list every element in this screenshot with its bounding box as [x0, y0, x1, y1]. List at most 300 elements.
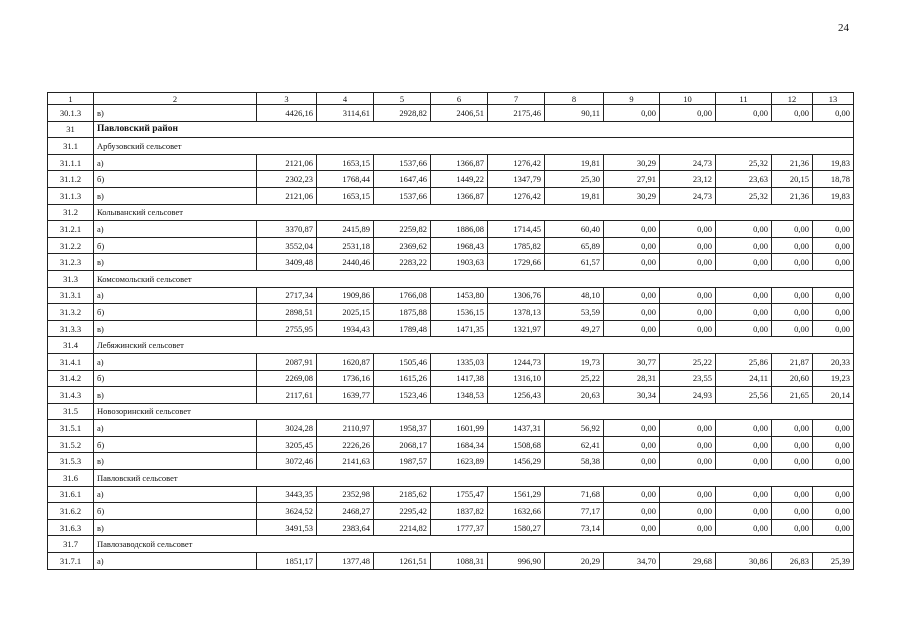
- row-code: 31.5: [48, 403, 94, 420]
- table-row: [48, 436, 854, 453]
- value-cell: 2121,06: [257, 187, 317, 204]
- settlement-name: Лебяжинский сельсовет: [94, 337, 854, 354]
- settlement-name: Павлозаводской сельсовет: [94, 536, 854, 553]
- value-cell: 1449,22: [431, 171, 488, 188]
- table-row: [48, 237, 854, 254]
- value-cell: 2087,91: [257, 353, 317, 370]
- row-code: 31.3: [48, 270, 94, 287]
- value-cell: 29,68: [660, 553, 716, 570]
- tariff-table: [47, 92, 854, 570]
- value-cell: 0,00: [813, 453, 854, 470]
- value-cell: 0,00: [604, 503, 660, 520]
- settlement-row: [48, 536, 854, 553]
- value-cell: 1934,43: [317, 320, 374, 337]
- value-cell: 0,00: [772, 486, 813, 503]
- value-cell: 1378,13: [488, 304, 545, 321]
- value-cell: 0,00: [604, 105, 660, 122]
- settlement-name: Павловский сельсовет: [94, 470, 854, 487]
- value-cell: 24,73: [660, 187, 716, 204]
- value-cell: 1276,42: [488, 187, 545, 204]
- value-cell: 1620,87: [317, 353, 374, 370]
- value-cell: 1851,17: [257, 553, 317, 570]
- value-cell: 3205,45: [257, 436, 317, 453]
- row-variant: а): [94, 553, 257, 570]
- column-number: 4: [317, 93, 374, 105]
- value-cell: 1714,45: [488, 221, 545, 238]
- settlement-row: [48, 138, 854, 155]
- value-cell: 2214,82: [374, 519, 431, 536]
- column-number: 10: [660, 93, 716, 105]
- value-cell: 0,00: [716, 254, 772, 271]
- row-code: 31: [48, 121, 94, 138]
- table-row: [48, 486, 854, 503]
- value-cell: 2110,97: [317, 420, 374, 437]
- settlement-name: Комсомольский сельсовет: [94, 270, 854, 287]
- value-cell: 2406,51: [431, 105, 488, 122]
- value-cell: 1505,46: [374, 353, 431, 370]
- row-variant: а): [94, 420, 257, 437]
- value-cell: 25,32: [716, 187, 772, 204]
- value-cell: 1615,26: [374, 370, 431, 387]
- row-code: 31.4.3: [48, 387, 94, 404]
- value-cell: 0,00: [604, 254, 660, 271]
- value-cell: 1316,10: [488, 370, 545, 387]
- value-cell: 2185,62: [374, 486, 431, 503]
- column-number: 2: [94, 93, 257, 105]
- value-cell: 0,00: [716, 221, 772, 238]
- table-row: [48, 370, 854, 387]
- value-cell: 1377,48: [317, 553, 374, 570]
- value-cell: 2755,95: [257, 320, 317, 337]
- value-cell: 0,00: [772, 436, 813, 453]
- value-cell: 19,83: [813, 187, 854, 204]
- value-cell: 20,33: [813, 353, 854, 370]
- value-cell: 1088,31: [431, 553, 488, 570]
- value-cell: 0,00: [813, 105, 854, 122]
- value-cell: 18,78: [813, 171, 854, 188]
- value-cell: 25,32: [716, 154, 772, 171]
- row-variant: б): [94, 237, 257, 254]
- value-cell: 0,00: [716, 287, 772, 304]
- value-cell: 62,41: [545, 436, 604, 453]
- value-cell: 30,77: [604, 353, 660, 370]
- value-cell: 1886,08: [431, 221, 488, 238]
- value-cell: 1366,87: [431, 187, 488, 204]
- value-cell: 0,00: [604, 420, 660, 437]
- value-cell: 2468,27: [317, 503, 374, 520]
- value-cell: 1875,88: [374, 304, 431, 321]
- value-cell: 2415,89: [317, 221, 374, 238]
- value-cell: 2898,51: [257, 304, 317, 321]
- value-cell: 1437,31: [488, 420, 545, 437]
- value-cell: 20,29: [545, 553, 604, 570]
- value-cell: 1987,57: [374, 453, 431, 470]
- value-cell: 53,59: [545, 304, 604, 321]
- row-code: 31.5.1: [48, 420, 94, 437]
- value-cell: 56,92: [545, 420, 604, 437]
- value-cell: 3024,28: [257, 420, 317, 437]
- value-cell: 20,15: [772, 171, 813, 188]
- value-cell: 0,00: [813, 519, 854, 536]
- settlement-name: Арбузовский сельсовет: [94, 138, 854, 155]
- value-cell: 1837,82: [431, 503, 488, 520]
- row-variant: а): [94, 287, 257, 304]
- value-cell: 0,00: [660, 320, 716, 337]
- value-cell: 2121,06: [257, 154, 317, 171]
- value-cell: 23,63: [716, 171, 772, 188]
- value-cell: 1909,86: [317, 287, 374, 304]
- value-cell: 3552,04: [257, 237, 317, 254]
- value-cell: 1639,77: [317, 387, 374, 404]
- value-cell: 0,00: [813, 486, 854, 503]
- value-cell: 2928,82: [374, 105, 431, 122]
- value-cell: 0,00: [716, 519, 772, 536]
- value-cell: 3072,46: [257, 453, 317, 470]
- row-variant: б): [94, 436, 257, 453]
- row-variant: в): [94, 519, 257, 536]
- value-cell: 1766,08: [374, 287, 431, 304]
- value-cell: 1968,43: [431, 237, 488, 254]
- value-cell: 1276,42: [488, 154, 545, 171]
- value-cell: 2440,46: [317, 254, 374, 271]
- value-cell: 34,70: [604, 553, 660, 570]
- value-cell: 21,65: [772, 387, 813, 404]
- value-cell: 3491,53: [257, 519, 317, 536]
- row-code: 31.7: [48, 536, 94, 553]
- row-code: 31.5.2: [48, 436, 94, 453]
- value-cell: 0,00: [772, 254, 813, 271]
- table-row: [48, 453, 854, 470]
- value-cell: 21,36: [772, 187, 813, 204]
- page-number: 24: [838, 22, 849, 34]
- value-cell: 2226,26: [317, 436, 374, 453]
- value-cell: 1768,44: [317, 171, 374, 188]
- value-cell: 0,00: [716, 436, 772, 453]
- value-cell: 1632,66: [488, 503, 545, 520]
- row-variant: б): [94, 370, 257, 387]
- column-number: 8: [545, 93, 604, 105]
- value-cell: 1536,15: [431, 304, 488, 321]
- row-code: 31.1.3: [48, 187, 94, 204]
- row-code: 31.5.3: [48, 453, 94, 470]
- value-cell: 0,00: [813, 436, 854, 453]
- value-cell: 21,36: [772, 154, 813, 171]
- value-cell: 0,00: [772, 503, 813, 520]
- value-cell: 1647,46: [374, 171, 431, 188]
- row-code: 31.6.1: [48, 486, 94, 503]
- value-cell: 2531,18: [317, 237, 374, 254]
- column-number: 5: [374, 93, 431, 105]
- value-cell: 1347,79: [488, 171, 545, 188]
- value-cell: 0,00: [604, 320, 660, 337]
- value-cell: 25,86: [716, 353, 772, 370]
- value-cell: 0,00: [813, 221, 854, 238]
- value-cell: 1306,76: [488, 287, 545, 304]
- value-cell: 0,00: [813, 304, 854, 321]
- value-cell: 19,23: [813, 370, 854, 387]
- value-cell: 0,00: [660, 237, 716, 254]
- settlement-name: Новозоринский сельсовет: [94, 403, 854, 420]
- value-cell: 25,22: [660, 353, 716, 370]
- table-row: [48, 287, 854, 304]
- value-cell: 61,57: [545, 254, 604, 271]
- row-code: 30.1.3: [48, 105, 94, 122]
- column-number: 7: [488, 93, 545, 105]
- table-row: [48, 553, 854, 570]
- value-cell: 0,00: [813, 503, 854, 520]
- row-code: 31.6.2: [48, 503, 94, 520]
- value-cell: 1729,66: [488, 254, 545, 271]
- value-cell: 49,27: [545, 320, 604, 337]
- value-cell: 1623,89: [431, 453, 488, 470]
- value-cell: 0,00: [604, 237, 660, 254]
- value-cell: 90,11: [545, 105, 604, 122]
- value-cell: 30,29: [604, 154, 660, 171]
- value-cell: 23,12: [660, 171, 716, 188]
- value-cell: 77,17: [545, 503, 604, 520]
- row-code: 31.1.2: [48, 171, 94, 188]
- value-cell: 1653,15: [317, 187, 374, 204]
- value-cell: 3114,61: [317, 105, 374, 122]
- value-cell: 0,00: [772, 420, 813, 437]
- value-cell: 2175,46: [488, 105, 545, 122]
- row-variant: а): [94, 486, 257, 503]
- value-cell: 2352,98: [317, 486, 374, 503]
- value-cell: 1903,63: [431, 254, 488, 271]
- value-cell: 26,83: [772, 553, 813, 570]
- value-cell: 4426,16: [257, 105, 317, 122]
- value-cell: 0,00: [716, 320, 772, 337]
- row-code: 31.4.1: [48, 353, 94, 370]
- value-cell: 25,39: [813, 553, 854, 570]
- row-code: 31.3.2: [48, 304, 94, 321]
- value-cell: 1755,47: [431, 486, 488, 503]
- row-variant: в): [94, 387, 257, 404]
- value-cell: 24,93: [660, 387, 716, 404]
- value-cell: 60,40: [545, 221, 604, 238]
- value-cell: 1580,27: [488, 519, 545, 536]
- table-header-row: [48, 93, 854, 105]
- value-cell: 24,73: [660, 154, 716, 171]
- value-cell: 2025,15: [317, 304, 374, 321]
- row-code: 31.2.2: [48, 237, 94, 254]
- row-code: 31.2.3: [48, 254, 94, 271]
- value-cell: 20,14: [813, 387, 854, 404]
- value-cell: 2369,62: [374, 237, 431, 254]
- value-cell: 996,90: [488, 553, 545, 570]
- value-cell: 2302,23: [257, 171, 317, 188]
- row-variant: б): [94, 304, 257, 321]
- value-cell: 1777,37: [431, 519, 488, 536]
- value-cell: 1653,15: [317, 154, 374, 171]
- table-row: [48, 420, 854, 437]
- value-cell: 0,00: [813, 254, 854, 271]
- value-cell: 0,00: [716, 420, 772, 437]
- row-code: 31.6.3: [48, 519, 94, 536]
- column-number: 13: [813, 93, 854, 105]
- settlement-row: [48, 470, 854, 487]
- value-cell: 0,00: [660, 486, 716, 503]
- value-cell: 30,86: [716, 553, 772, 570]
- table-row: [48, 154, 854, 171]
- table-row: [48, 254, 854, 271]
- table-row: [48, 105, 854, 122]
- row-variant: в): [94, 254, 257, 271]
- value-cell: 27,91: [604, 171, 660, 188]
- row-code: 31.4: [48, 337, 94, 354]
- value-cell: 0,00: [772, 237, 813, 254]
- value-cell: 0,00: [660, 420, 716, 437]
- row-variant: в): [94, 453, 257, 470]
- value-cell: 0,00: [604, 287, 660, 304]
- value-cell: 1601,99: [431, 420, 488, 437]
- value-cell: 1537,66: [374, 154, 431, 171]
- value-cell: 58,38: [545, 453, 604, 470]
- row-variant: а): [94, 221, 257, 238]
- value-cell: 0,00: [772, 304, 813, 321]
- value-cell: 1684,34: [431, 436, 488, 453]
- table-row: [48, 221, 854, 238]
- value-cell: 0,00: [772, 519, 813, 536]
- value-cell: 2295,42: [374, 503, 431, 520]
- value-cell: 0,00: [660, 436, 716, 453]
- district-row: [48, 121, 854, 138]
- row-variant: в): [94, 105, 257, 122]
- value-cell: 0,00: [772, 105, 813, 122]
- value-cell: 0,00: [813, 320, 854, 337]
- value-cell: 3624,52: [257, 503, 317, 520]
- value-cell: 1244,73: [488, 353, 545, 370]
- value-cell: 19,81: [545, 154, 604, 171]
- row-variant: в): [94, 320, 257, 337]
- value-cell: 0,00: [813, 237, 854, 254]
- column-number: 3: [257, 93, 317, 105]
- value-cell: 1456,29: [488, 453, 545, 470]
- value-cell: 21,87: [772, 353, 813, 370]
- value-cell: 2717,34: [257, 287, 317, 304]
- value-cell: 2141,63: [317, 453, 374, 470]
- value-cell: 30,29: [604, 187, 660, 204]
- value-cell: 1417,38: [431, 370, 488, 387]
- table-row: [48, 387, 854, 404]
- value-cell: 1256,43: [488, 387, 545, 404]
- settlement-row: [48, 403, 854, 420]
- value-cell: 0,00: [772, 453, 813, 470]
- value-cell: 1785,82: [488, 237, 545, 254]
- row-code: 31.2.1: [48, 221, 94, 238]
- value-cell: 1508,68: [488, 436, 545, 453]
- table-row: [48, 353, 854, 370]
- value-cell: 0,00: [604, 436, 660, 453]
- settlement-row: [48, 270, 854, 287]
- value-cell: 25,22: [545, 370, 604, 387]
- value-cell: 0,00: [716, 105, 772, 122]
- table-row: [48, 304, 854, 321]
- value-cell: 1366,87: [431, 154, 488, 171]
- settlement-row: [48, 204, 854, 221]
- column-number: 9: [604, 93, 660, 105]
- value-cell: 1335,03: [431, 353, 488, 370]
- value-cell: 0,00: [660, 287, 716, 304]
- value-cell: 19,73: [545, 353, 604, 370]
- row-code: 31.6: [48, 470, 94, 487]
- value-cell: 2117,61: [257, 387, 317, 404]
- row-code: 31.2: [48, 204, 94, 221]
- value-cell: 2383,64: [317, 519, 374, 536]
- value-cell: 0,00: [660, 304, 716, 321]
- value-cell: 71,68: [545, 486, 604, 503]
- value-cell: 0,00: [660, 519, 716, 536]
- value-cell: 0,00: [660, 105, 716, 122]
- value-cell: 1523,46: [374, 387, 431, 404]
- value-cell: 23,55: [660, 370, 716, 387]
- value-cell: 0,00: [716, 237, 772, 254]
- value-cell: 3443,35: [257, 486, 317, 503]
- value-cell: 24,11: [716, 370, 772, 387]
- row-variant: в): [94, 187, 257, 204]
- table-row: [48, 187, 854, 204]
- value-cell: 28,31: [604, 370, 660, 387]
- value-cell: 0,00: [813, 420, 854, 437]
- value-cell: 1561,29: [488, 486, 545, 503]
- value-cell: 0,00: [772, 221, 813, 238]
- value-cell: 0,00: [660, 221, 716, 238]
- value-cell: 0,00: [772, 287, 813, 304]
- value-cell: 19,81: [545, 187, 604, 204]
- row-code: 31.1.1: [48, 154, 94, 171]
- value-cell: 2269,08: [257, 370, 317, 387]
- row-variant: б): [94, 171, 257, 188]
- value-cell: 0,00: [660, 453, 716, 470]
- value-cell: 1736,16: [317, 370, 374, 387]
- value-cell: 1537,66: [374, 187, 431, 204]
- row-code: 31.3.1: [48, 287, 94, 304]
- column-number: 12: [772, 93, 813, 105]
- value-cell: 20,63: [545, 387, 604, 404]
- table-row: [48, 171, 854, 188]
- value-cell: 1958,37: [374, 420, 431, 437]
- column-number: 6: [431, 93, 488, 105]
- settlement-name: Колыванский сельсовет: [94, 204, 854, 221]
- value-cell: 0,00: [604, 453, 660, 470]
- column-number: 11: [716, 93, 772, 105]
- row-code: 31.3.3: [48, 320, 94, 337]
- value-cell: 25,30: [545, 171, 604, 188]
- row-variant: б): [94, 503, 257, 520]
- value-cell: 0,00: [716, 453, 772, 470]
- value-cell: 73,14: [545, 519, 604, 536]
- value-cell: 30,34: [604, 387, 660, 404]
- value-cell: 0,00: [604, 486, 660, 503]
- value-cell: 3370,87: [257, 221, 317, 238]
- value-cell: 0,00: [604, 519, 660, 536]
- value-cell: 3409,48: [257, 254, 317, 271]
- value-cell: 0,00: [716, 304, 772, 321]
- value-cell: 65,89: [545, 237, 604, 254]
- value-cell: 0,00: [604, 304, 660, 321]
- value-cell: 0,00: [813, 287, 854, 304]
- value-cell: 2283,22: [374, 254, 431, 271]
- value-cell: 20,60: [772, 370, 813, 387]
- value-cell: 25,56: [716, 387, 772, 404]
- row-variant: а): [94, 353, 257, 370]
- table-row: [48, 519, 854, 536]
- value-cell: 2068,17: [374, 436, 431, 453]
- value-cell: 1321,97: [488, 320, 545, 337]
- value-cell: 0,00: [660, 503, 716, 520]
- column-number: 1: [48, 93, 94, 105]
- value-cell: 1261,51: [374, 553, 431, 570]
